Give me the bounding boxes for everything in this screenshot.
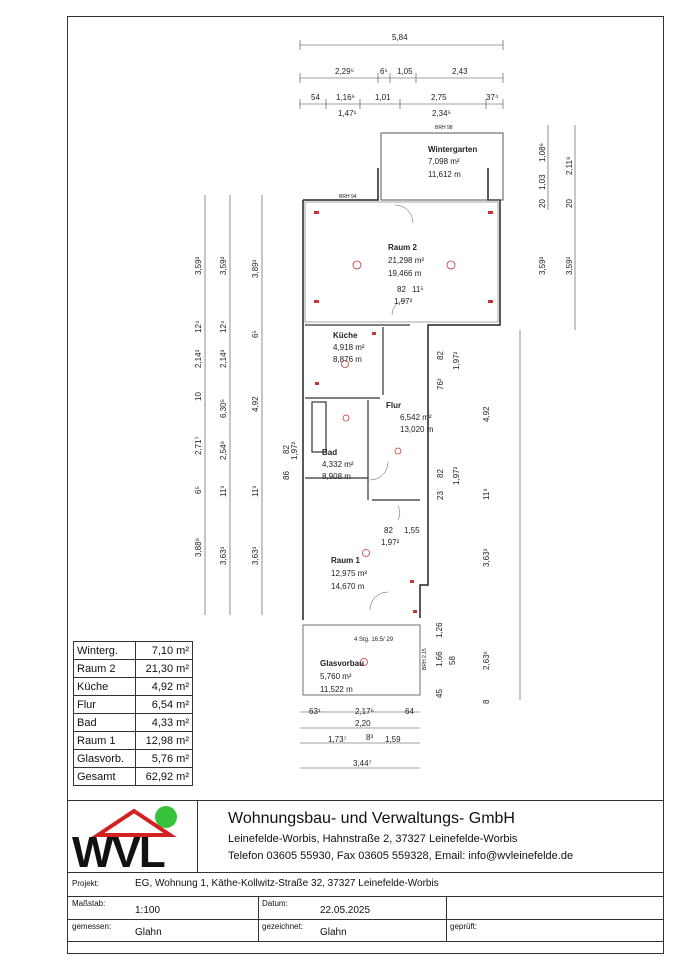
- svg-text:11⁵: 11⁵: [412, 285, 424, 294]
- svg-text:2,43: 2,43: [452, 67, 468, 76]
- svg-text:1,55: 1,55: [404, 526, 420, 535]
- room-perimeter: 19,466 m: [388, 269, 422, 278]
- room-name: Bad: [322, 448, 338, 457]
- brh-label: BRH 94: [339, 194, 357, 200]
- vertical-dimension-texts: [194, 143, 574, 704]
- svg-text:6⁵: 6⁵: [194, 486, 203, 494]
- room-area: 6,542 m²: [400, 413, 432, 422]
- svg-text:3,89³: 3,89³: [251, 259, 260, 278]
- svg-text:20: 20: [565, 199, 574, 208]
- svg-text:1,97²: 1,97²: [394, 297, 413, 306]
- room-area: 4,918 m²: [333, 343, 365, 352]
- geprueft-label: geprüft:: [450, 922, 478, 931]
- svg-text:3,88⁸: 3,88⁸: [194, 538, 203, 557]
- svg-text:1,47¹: 1,47¹: [338, 109, 357, 118]
- svg-text:WVL: WVL: [72, 828, 164, 870]
- svg-text:1,01: 1,01: [375, 93, 391, 102]
- logo-ball-icon: [155, 806, 177, 828]
- table-row: Bad 4,33 m²: [74, 714, 193, 732]
- svg-text:1,08⁶: 1,08⁶: [538, 143, 547, 162]
- svg-text:12⁴: 12⁴: [194, 320, 203, 333]
- brh-label: BRH 98: [435, 125, 453, 131]
- table-row: Raum 1 12,98 m²: [74, 732, 193, 750]
- room-name: Wintergarten: [428, 145, 478, 154]
- room-perimeter: 8,908 m: [322, 472, 351, 481]
- svg-text:82: 82: [397, 285, 406, 294]
- svg-text:82: 82: [436, 469, 445, 478]
- svg-text:82: 82: [282, 445, 291, 454]
- svg-text:1,97²: 1,97²: [290, 441, 299, 460]
- stairs-label: 4 Stg. 16,5/ 29: [354, 637, 394, 643]
- table-row-total: Gesamt 62,92 m²: [74, 768, 193, 786]
- room-name: Küche: [333, 331, 358, 340]
- massstab-label: Maßstab:: [72, 899, 106, 908]
- svg-text:3,59³: 3,59³: [565, 256, 574, 275]
- divider: [67, 872, 664, 873]
- svg-text:1,66: 1,66: [435, 651, 444, 667]
- svg-text:6⁵: 6⁵: [251, 330, 260, 338]
- room-area: 7,098 m²: [428, 157, 460, 166]
- svg-text:23: 23: [436, 491, 445, 500]
- divider: [67, 896, 664, 897]
- svg-text:10: 10: [194, 392, 203, 401]
- svg-text:3,63³: 3,63³: [482, 548, 491, 567]
- svg-text:64: 64: [405, 707, 414, 716]
- company-contact: Telefon 03605 55930, Fax 03605 559328, Email: info@wvleinefelde.de: [228, 850, 574, 862]
- svg-text:54: 54: [311, 93, 320, 102]
- company-name: Wohnungsbau- und Verwaltungs- GmbH: [228, 810, 515, 827]
- svg-text:6⁵: 6⁵: [380, 67, 388, 76]
- svg-text:8: 8: [482, 699, 491, 704]
- room-perimeter: 11,612 m: [428, 170, 461, 179]
- svg-text:4,92: 4,92: [482, 406, 491, 422]
- company-info: [228, 810, 658, 862]
- electrical-symbols: [314, 211, 493, 666]
- svg-text:37⁴: 37⁴: [486, 93, 499, 102]
- svg-text:3,63³: 3,63³: [251, 546, 260, 565]
- svg-text:3,63³: 3,63³: [219, 546, 228, 565]
- svg-text:76³: 76³: [436, 378, 445, 390]
- svg-text:11⁹: 11⁹: [251, 485, 260, 497]
- room-labels: [320, 125, 477, 694]
- room-area: 12,975 m²: [331, 569, 368, 578]
- svg-text:86: 86: [282, 471, 291, 480]
- svg-text:12⁴: 12⁴: [219, 320, 228, 333]
- dim-top-total: 5,84: [392, 33, 408, 42]
- gemessen-label: gemessen:: [72, 922, 112, 931]
- svg-text:1,03: 1,03: [538, 174, 547, 190]
- gezeichnet-value: Glahn: [320, 927, 347, 938]
- svg-text:1,26: 1,26: [435, 622, 444, 638]
- table-row: Flur 6,54 m²: [74, 696, 193, 714]
- room-name: Raum 2: [388, 243, 417, 252]
- projekt-value: EG, Wohnung 1, Käthe-Kollwitz-Straße 32, 37327 Leinefelde-Worbis: [135, 878, 439, 889]
- svg-text:3,44⁷: 3,44⁷: [353, 759, 372, 768]
- winter-garden: [381, 133, 503, 200]
- svg-text:2,71⁷: 2,71⁷: [194, 436, 203, 455]
- svg-text:2,75: 2,75: [431, 93, 447, 102]
- divider: [197, 800, 198, 872]
- svg-text:63¹: 63¹: [309, 707, 321, 716]
- room-area: 21,298 m²: [388, 256, 425, 265]
- svg-text:2,63⁶: 2,63⁶: [482, 651, 491, 670]
- divider: [446, 896, 447, 942]
- room-perimeter: 14,670 m: [331, 582, 365, 591]
- svg-text:58: 58: [448, 656, 457, 665]
- room-perimeter: 11,522 m: [320, 685, 353, 694]
- svg-text:1,59: 1,59: [385, 735, 401, 744]
- area-summary-table: [73, 641, 193, 786]
- gezeichnet-label: gezeichnet:: [262, 922, 303, 931]
- svg-text:1,73⁷: 1,73⁷: [328, 735, 347, 744]
- datum-value: 22.05.2025: [320, 905, 371, 916]
- datum-label: Datum:: [262, 899, 288, 908]
- table-row: Raum 2 21,30 m²: [74, 660, 193, 678]
- svg-text:4,92: 4,92: [251, 396, 260, 412]
- room-name: Raum 1: [331, 556, 360, 565]
- projekt-label: Projekt:: [72, 879, 100, 888]
- svg-text:2,14³: 2,14³: [219, 349, 228, 368]
- divider: [67, 941, 664, 942]
- divider: [67, 919, 664, 920]
- outer-walls: [303, 168, 500, 620]
- svg-text:1,97²: 1,97²: [381, 538, 400, 547]
- divider: [258, 896, 259, 942]
- svg-text:2,34⁵: 2,34⁵: [432, 109, 451, 118]
- svg-text:3,59³: 3,59³: [219, 256, 228, 275]
- svg-text:2,54⁸: 2,54⁸: [219, 441, 228, 460]
- room-area: 5,760 m²: [320, 672, 352, 681]
- svg-text:2,11⁸: 2,11⁸: [565, 156, 574, 175]
- svg-text:3,59³: 3,59³: [194, 256, 203, 275]
- room-area: 4,332 m²: [322, 460, 354, 469]
- svg-text:11⁹: 11⁹: [482, 488, 491, 500]
- svg-text:1,97²: 1,97²: [452, 351, 461, 370]
- svg-text:45: 45: [435, 689, 444, 698]
- svg-text:82: 82: [436, 351, 445, 360]
- svg-text:11⁹: 11⁹: [219, 485, 228, 497]
- divider: [67, 800, 664, 801]
- svg-text:2,29⁵: 2,29⁵: [335, 67, 354, 76]
- room-perimeter: 8,876 m: [333, 355, 362, 364]
- svg-text:2,14³: 2,14³: [194, 349, 203, 368]
- room-perimeter: 13,020 m: [400, 425, 434, 434]
- dimension-texts: [309, 33, 499, 768]
- table-row: Küche 4,92 m²: [74, 678, 193, 696]
- company-address: Leinefelde-Worbis, Hahnstraße 2, 37327 Leinefelde-Worbis: [228, 833, 518, 845]
- svg-text:1,16⁶: 1,16⁶: [336, 93, 355, 102]
- brh-label: BRH 2,15: [422, 648, 428, 670]
- svg-text:2,17⁶: 2,17⁶: [355, 707, 374, 716]
- table-row: Winterg. 7,10 m²: [74, 642, 193, 660]
- svg-text:2,20: 2,20: [355, 719, 371, 728]
- svg-text:6,30⁵: 6,30⁵: [219, 399, 228, 418]
- room-name: Glasvorbau: [320, 659, 365, 668]
- svg-text:8³: 8³: [366, 733, 374, 742]
- svg-text:1,97²: 1,97²: [452, 466, 461, 485]
- table-row: Glasvorb. 5,76 m²: [74, 750, 193, 768]
- gemessen-value: Glahn: [135, 927, 162, 938]
- svg-text:20: 20: [538, 199, 547, 208]
- svg-text:3,59³: 3,59³: [538, 256, 547, 275]
- room-name: Flur: [386, 401, 402, 410]
- massstab-value: 1:100: [135, 905, 161, 916]
- svg-text:1,05: 1,05: [397, 67, 413, 76]
- svg-text:82: 82: [384, 526, 393, 535]
- company-logo: [70, 803, 196, 870]
